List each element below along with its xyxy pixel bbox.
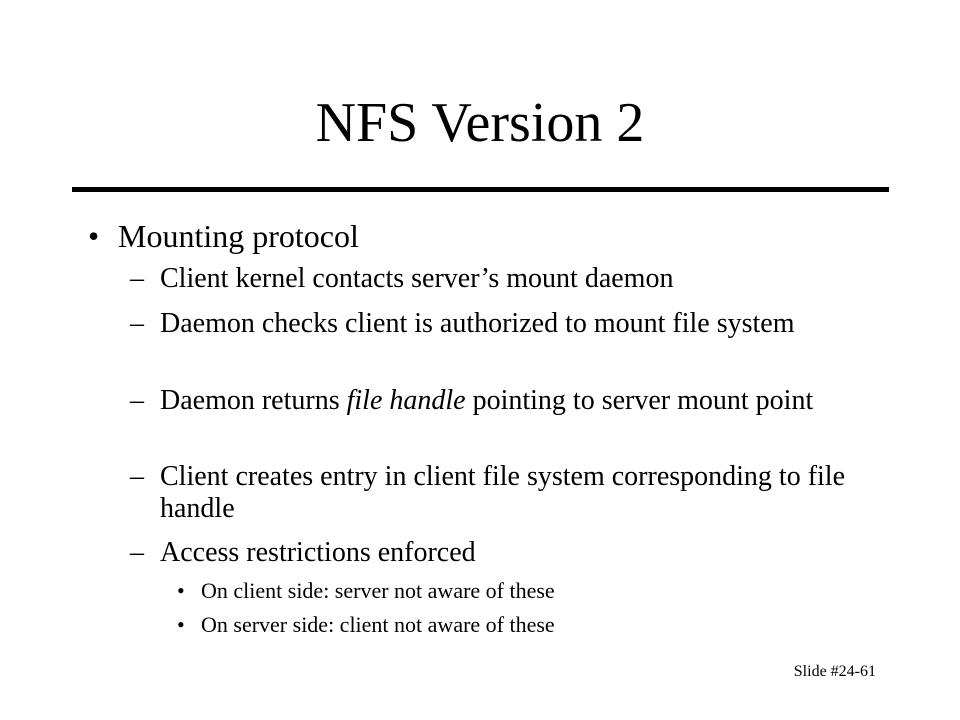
sub-sub-item-text: On server side: client not aware of these	[201, 612, 555, 637]
bullet-dot: •	[177, 612, 185, 637]
sub-item-text-after: pointing to server mount point	[465, 385, 814, 416]
sub-item-text-before: Daemon returns	[160, 385, 347, 416]
dash-marker: –	[130, 263, 144, 294]
sub-item	[130, 385, 870, 417]
bullet-dot: •	[88, 218, 100, 254]
slide-title: NFS Version 2	[315, 92, 645, 154]
dash-marker: –	[130, 537, 144, 568]
dash-marker: –	[130, 461, 144, 492]
bullet-label: Mounting protocol	[118, 218, 359, 254]
sub-item	[130, 263, 870, 295]
sub-sub-item	[177, 611, 555, 639]
sub-item	[130, 461, 870, 525]
sub-item-text	[160, 385, 870, 417]
dash-marker: –	[130, 308, 144, 339]
sub-item-emphasis: file handle	[346, 385, 466, 416]
bullet-dot: •	[177, 578, 185, 603]
sub-sub-item	[177, 577, 555, 605]
slide-number: Slide #24-61	[793, 663, 876, 680]
sub-item-text: Client kernel contacts server’s mount daemon	[160, 263, 674, 294]
dash-marker: –	[130, 385, 144, 416]
sub-item-text: Daemon checks client is authorized to mount file system	[160, 308, 795, 339]
sub-item-text: Access restrictions enforced	[160, 537, 476, 568]
sub-item	[130, 308, 870, 340]
sub-item	[130, 537, 870, 569]
sub-item-text: Client creates entry in client file system corresponding to file handle	[160, 461, 846, 524]
sub-sub-item-text: On client side: server not aware of these	[201, 578, 555, 603]
